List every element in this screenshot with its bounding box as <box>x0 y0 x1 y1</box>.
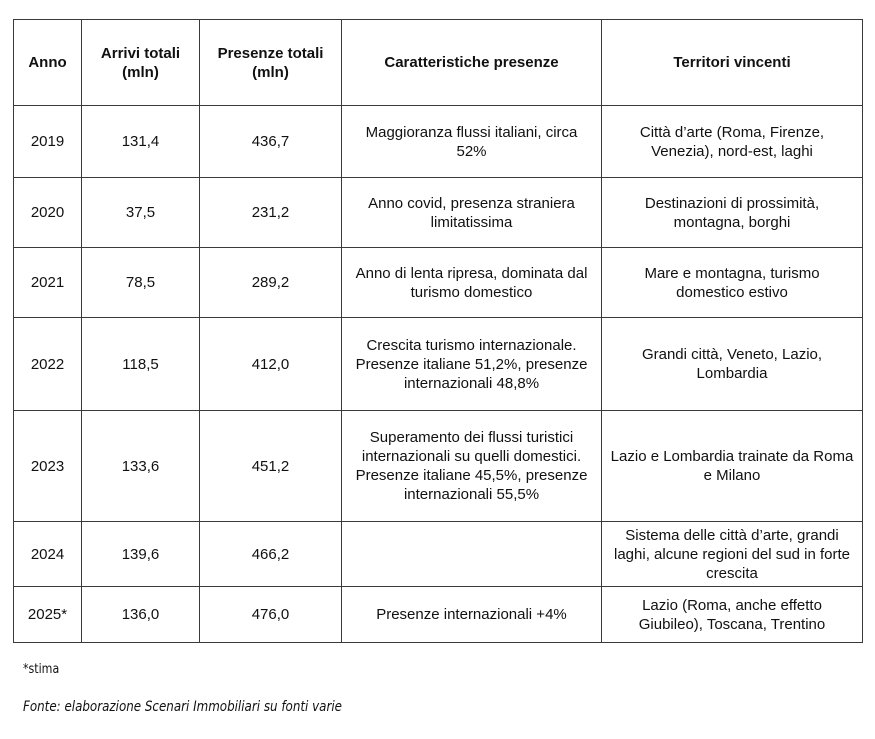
cell-territori: Sistema delle città d’arte, grandi laghi, alcune regioni del sud in forte crescita <box>602 522 863 587</box>
table-row <box>14 318 863 411</box>
cell-anno: 2021 <box>14 248 82 318</box>
footnote-estimate: *stima <box>23 662 60 677</box>
cell-caratteristiche: Presenze internazionali +4% <box>342 587 602 643</box>
cell-anno: 2024 <box>14 522 82 587</box>
cell-caratteristiche: Anno covid, presenza straniera limitatissima <box>342 178 602 248</box>
header-presenze: Presenze totali (mln) <box>200 20 342 106</box>
header-anno: Anno <box>14 20 82 106</box>
cell-presenze: 451,2 <box>200 411 342 522</box>
header-caratteristiche: Caratteristiche presenze <box>342 20 602 106</box>
cell-presenze: 289,2 <box>200 248 342 318</box>
cell-territori: Destinazioni di prossimità, montagna, borghi <box>602 178 863 248</box>
cell-presenze: 231,2 <box>200 178 342 248</box>
cell-territori: Grandi città, Veneto, Lazio, Lombardia <box>602 318 863 411</box>
source-note: Fonte: elaborazione Scenari Immobiliari su fonti varie <box>23 699 342 715</box>
cell-caratteristiche: Maggioranza flussi italiani, circa 52% <box>342 106 602 178</box>
cell-anno: 2022 <box>14 318 82 411</box>
cell-arrivi: 78,5 <box>82 248 200 318</box>
table-row <box>14 587 863 643</box>
table-row <box>14 178 863 248</box>
cell-caratteristiche: Anno di lenta ripresa, dominata dal turismo domestico <box>342 248 602 318</box>
table-row <box>14 522 863 587</box>
cell-arrivi: 118,5 <box>82 318 200 411</box>
cell-presenze: 436,7 <box>200 106 342 178</box>
cell-arrivi: 136,0 <box>82 587 200 643</box>
cell-territori: Lazio e Lombardia trainate da Roma e Milano <box>602 411 863 522</box>
cell-anno: 2020 <box>14 178 82 248</box>
header-territori: Territori vincenti <box>602 20 863 106</box>
header-row <box>14 20 863 106</box>
cell-caratteristiche: Crescita turismo internazionale. Presenze italiane 51,2%, presenze internazionali 48,8% <box>342 318 602 411</box>
header-arrivi: Arrivi totali (mln) <box>82 20 200 106</box>
cell-caratteristiche: Superamento dei flussi turistici internazionali su quelli domestici. Presenze italiane 45,5%, presenze internazionali 55,5% <box>342 411 602 522</box>
cell-arrivi: 139,6 <box>82 522 200 587</box>
cell-arrivi: 37,5 <box>82 178 200 248</box>
table-row <box>14 106 863 178</box>
cell-anno: 2023 <box>14 411 82 522</box>
tourism-table <box>13 19 863 643</box>
cell-territori: Mare e montagna, turismo domestico estivo <box>602 248 863 318</box>
cell-territori: Città d’arte (Roma, Firenze, Venezia), nord-est, laghi <box>602 106 863 178</box>
cell-presenze: 412,0 <box>200 318 342 411</box>
cell-arrivi: 133,6 <box>82 411 200 522</box>
cell-anno: 2019 <box>14 106 82 178</box>
cell-anno: 2025* <box>14 587 82 643</box>
cell-caratteristiche <box>342 522 602 587</box>
cell-presenze: 476,0 <box>200 587 342 643</box>
cell-territori: Lazio (Roma, anche effetto Giubileo), Toscana, Trentino <box>602 587 863 643</box>
table-row <box>14 248 863 318</box>
cell-arrivi: 131,4 <box>82 106 200 178</box>
cell-presenze: 466,2 <box>200 522 342 587</box>
table-row <box>14 411 863 522</box>
